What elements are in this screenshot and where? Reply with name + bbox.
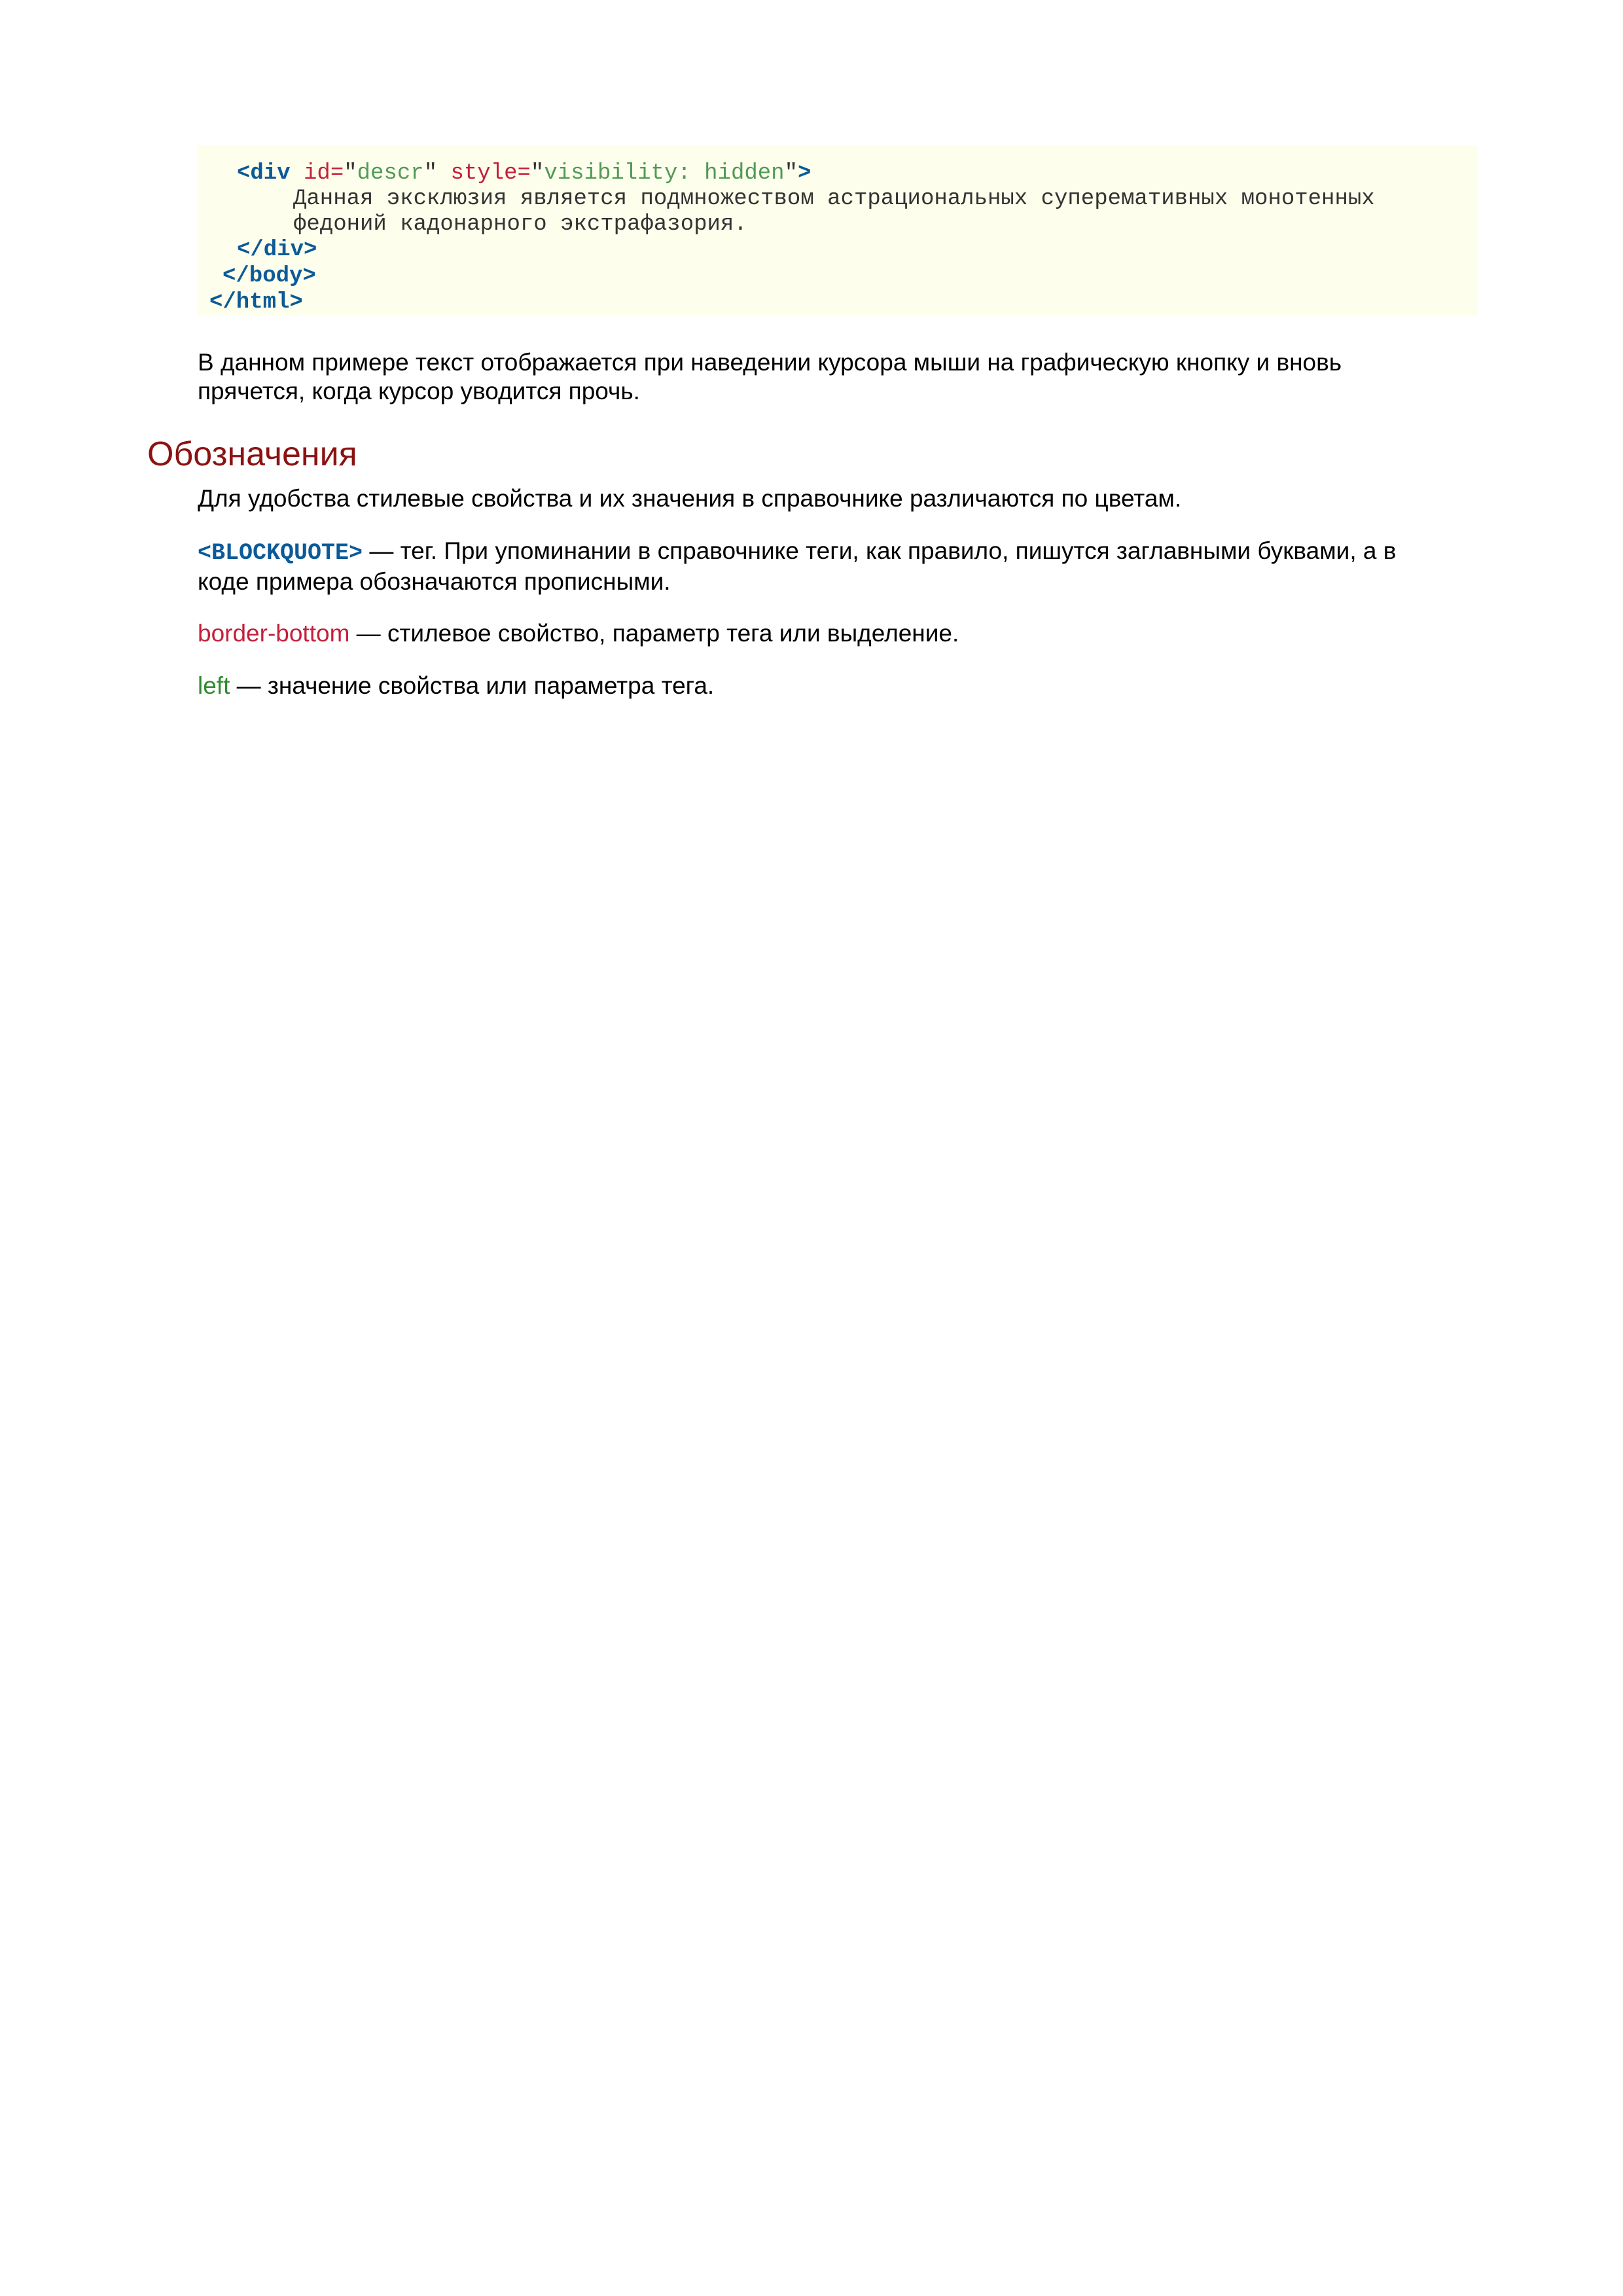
code-quote: " [784,161,798,186]
property-keyword: border-bottom [198,620,350,647]
paragraph-line: прячется, когда курсор уводится прочь. [198,378,640,404]
code-line-html-close: </html> [209,290,303,315]
property-note-paragraph [198,619,959,648]
example-description [198,348,1342,406]
code-line-text: Данная эксклюзия является подмножеством астрациональных суперемативных монотенных [293,187,1375,211]
paragraph-line: В данном примере текст отображается при наведении курсора мыши на графическую кнопку и вновь [198,349,1342,376]
value-note-paragraph [198,672,714,700]
tag-note-text: — тег. При упоминании в справочнике теги, как правило, пишутся заглавными буквами, а в [363,537,1397,564]
code-attribute: id= [304,161,344,186]
tag-keyword: <BLOCKQUOTE> [198,540,363,566]
code-line-div-close: </div> [237,238,317,262]
value-keyword: left [198,672,230,699]
tag-note-text: коде примера обозначаются прописными. [198,568,671,595]
code-tag: > [798,161,812,186]
value-note-text: — значение свойства или параметра тега. [230,672,715,699]
code-line-body-close: </body> [223,264,316,289]
code-quote: " [423,161,438,186]
code-value: descr [357,161,424,186]
tag-note-paragraph [198,537,1396,596]
code-quote: " [530,161,544,186]
code-line-div-open [237,160,811,187]
code-line-text: федоний кадонарного экстрафазория. [293,212,747,237]
code-value: visibility: hidden [544,161,785,186]
code-example-block [198,145,1478,315]
code-quote: " [344,161,357,186]
code-attribute: style= [450,161,531,186]
section-heading: Обозначения [147,435,357,473]
intro-paragraph: Для удобства стилевые свойства и их значения в справочнике различаются по цветам. [198,485,1182,512]
code-tag: <div [237,161,291,186]
property-note-text: — стилевое свойство, параметр тега или выделение. [349,620,959,647]
